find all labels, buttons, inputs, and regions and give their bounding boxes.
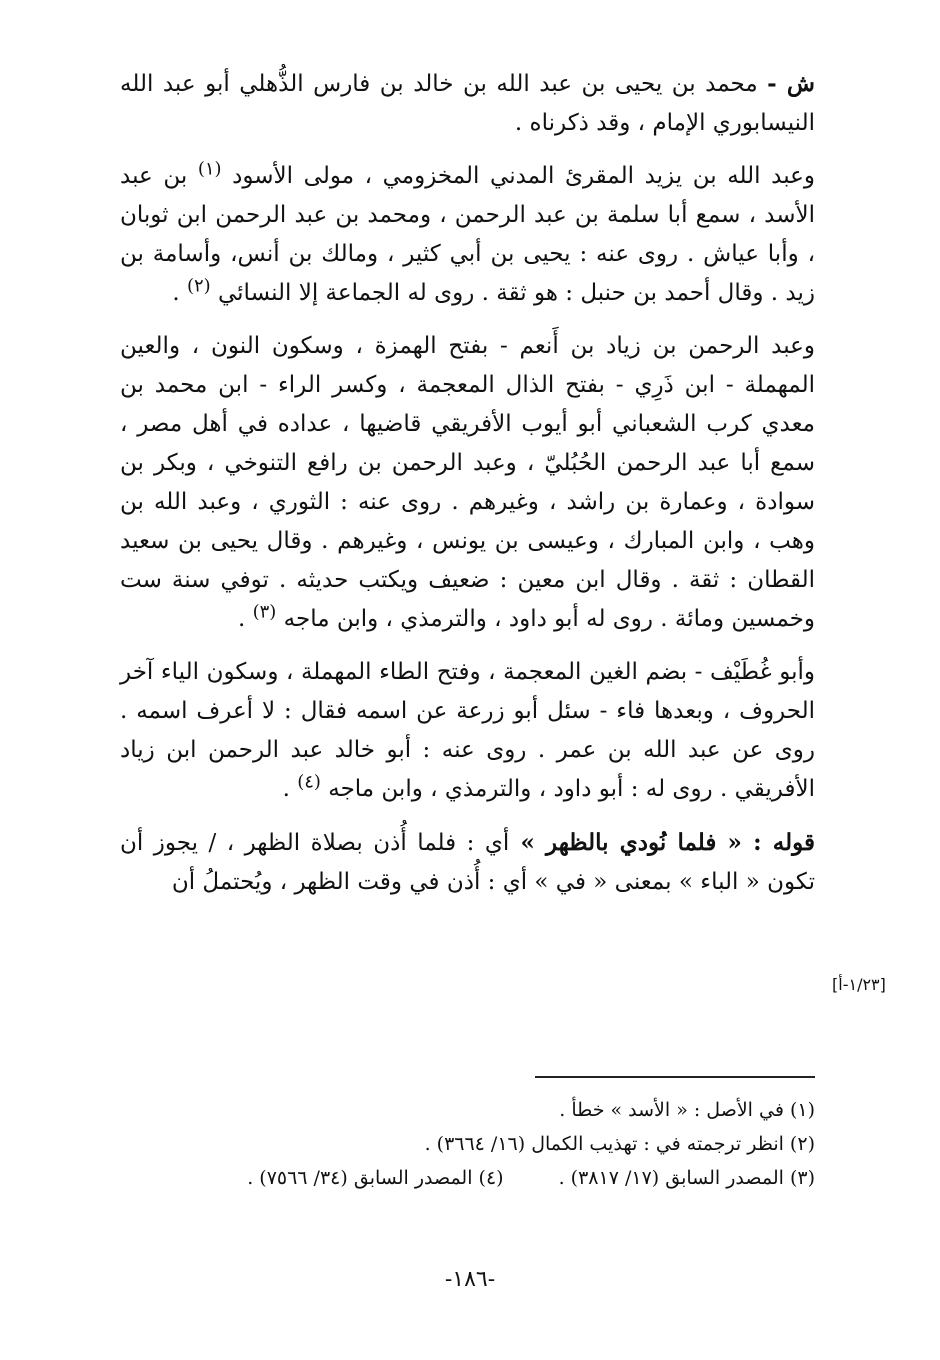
paragraph-5-lead: قوله : — [753, 829, 816, 856]
footnote-ref-4: (٤) — [297, 771, 321, 793]
footnotes — [120, 1093, 815, 1195]
main-text — [120, 64, 815, 916]
paragraph-3 — [120, 327, 815, 639]
page-number: -١٨٦- — [444, 1267, 496, 1292]
paragraph-2 — [120, 157, 815, 313]
paragraph-5-text: أي : فلما أُذن بصلاة الظهر ، / يجوز أن تكون « الباء » بمعنى « في » أي : أُذن في وقت الظهر ، ويُحتملُ أن — [120, 830, 815, 895]
paragraph-5 — [120, 823, 815, 902]
paragraph-5-quote: « فلما نُودي بالظهر » — [509, 829, 754, 856]
margin-folio-reference: [١/٢٣-أ] — [832, 975, 886, 994]
paragraph-1 — [120, 64, 815, 143]
paragraph-2-text-b: بن عبد الأسد ، سمع أبا سلمة بن عبد الرحمن ، ومحمد بن عبد الرحمن ابن ثوبان ، وأبا عياش . روى عنه : يحيى بن أبي كثير ، ومالك بن أنس، وأسامة بن زيد . وقال أحمد بن حنبل : هو ثقة . روى له الجماعة إلا النسائي — [120, 163, 815, 306]
paragraph-3-text-b: . — [237, 606, 253, 632]
footnote-row-3-4 — [120, 1161, 815, 1195]
paragraph-4-text-a: وأبو غُطَيْف - بضم الغين المعجمة ، وفتح الطاء المهملة ، وسكون الياء آخر الحروف ، وبعدها فاء - سئل أبو زرعة عن اسمه فقال : لا أعرف اسمه . روى عن عبد الله بن عمر . روى عنه : أبو خالد عبد الرحمن ابن زياد الأفريقي . روى له : أبو داود ، والترمذي ، وابن ماجه — [120, 659, 815, 802]
footnote-4: (٤) المصدر السابق (٣٤/ ٧٥٦٦) . — [247, 1167, 504, 1189]
paragraph-2-text-a: وعبد الله بن يزيد المقرئ المدني المخزومي ، مولى الأسود — [232, 163, 815, 189]
footnote-ref-3: (٣) — [252, 601, 277, 623]
paragraph-3-text-a: وعبد الرحمن بن زياد بن أَنعم - بفتح الهمزة ، وسكون النون ، والعين المهملة - ابن ذَرِي - بفتح الذال المعجمة ، وكسر الراء - ابن محمد بن معدي كرب الشعباني أبو أيوب الأفريقي قاضيها ، عداده في أهل مصر ، سمع أبا عبد الرحمن الحُبُليّ ، وعبد الرحمن بن رافع التنوخي ، وبكر بن سوادة ، وعمارة بن راشد ، وغيرهم . روى عنه : الثوري ، وعبد الله بن وهب ، وابن المبارك ، وعيسى بن يونس ، وغيرهم . وقال يحيى بن سعيد القطان : ثقة . وقال ابن معين : ضعيف ويكتب حديثه . توفي سنة ست وخمسين ومائة . روى له أبو داود ، والترمذي ، وابن ماجه — [120, 333, 815, 632]
footnote-separator — [535, 1076, 815, 1078]
footnote-3: (٣) المصدر السابق (١٧/ ٣٨١٧) . — [558, 1167, 815, 1189]
footnote-1: (١) في الأصل : « الأسد » خطأ . — [559, 1099, 815, 1121]
paragraph-2-text-c: . — [172, 280, 187, 306]
footnote-ref-1: (١) — [197, 158, 222, 180]
paragraph-4-text-b: . — [282, 776, 298, 802]
footnote-ref-2: (٢) — [186, 275, 211, 297]
paragraph-4 — [120, 653, 815, 809]
footnote-2: (٢) انظر ترجمته في : تهذيب الكمال (١٦/ ٣٦٦٤) . — [424, 1133, 815, 1155]
paragraph-1-text: محمد بن يحيى بن عبد الله بن خالد بن فارس الذُّهلي أبو عبد الله النيسابوري الإمام ، وقد ذكرناه . — [120, 71, 815, 136]
paragraph-1-lead: ش - — [767, 70, 815, 97]
